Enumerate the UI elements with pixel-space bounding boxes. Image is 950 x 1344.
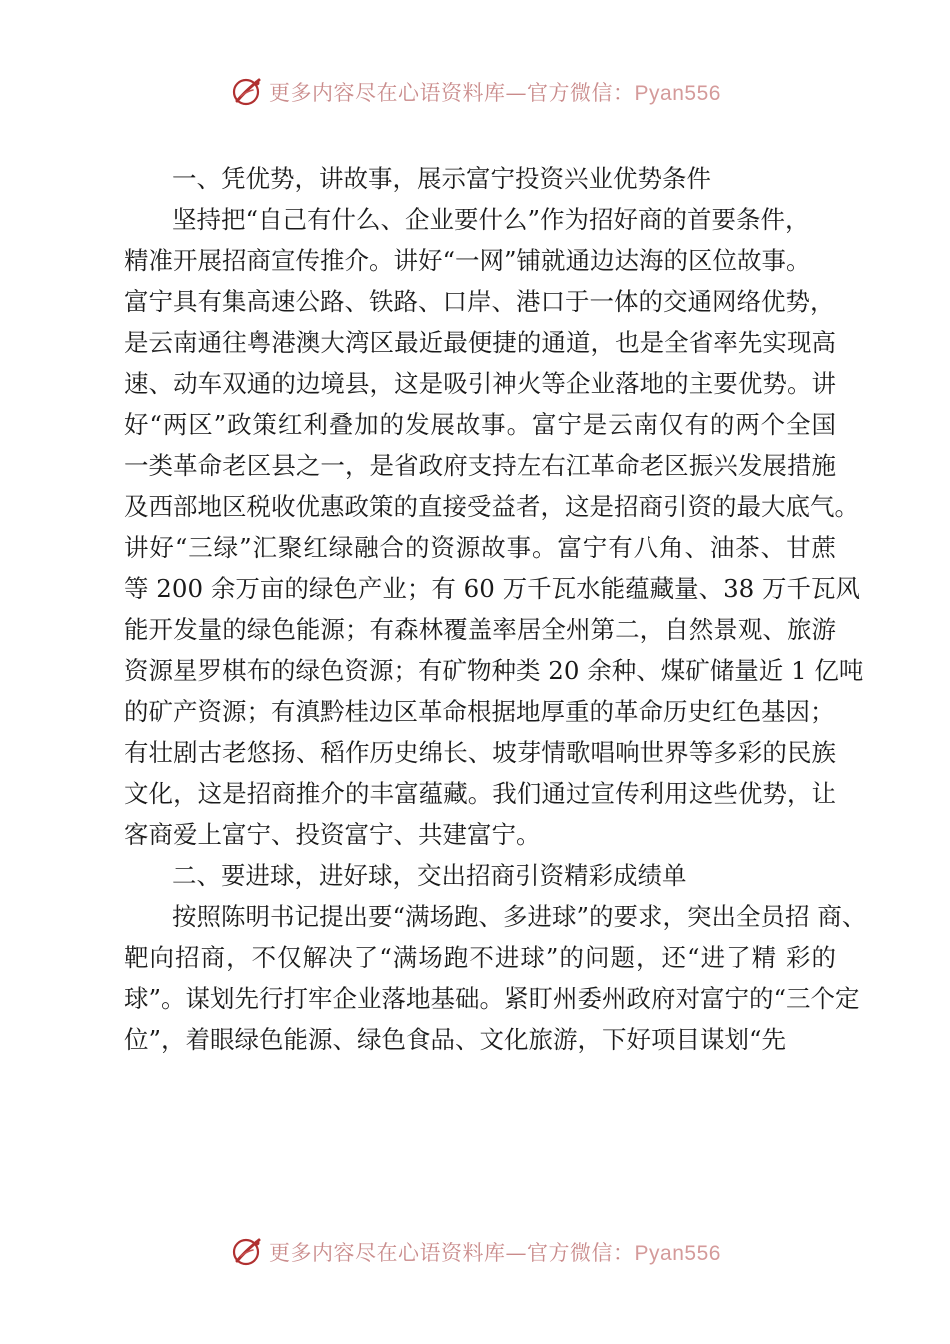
text-line: 能开发量的绿色能源；有森林覆盖率居全州第二，自然景观、旅游 <box>124 615 836 644</box>
text-line: 靶向招商，不仅解决了“满场跑不进球”的问题，还“进了精 彩的 <box>124 943 836 972</box>
text-line: 资源星罗棋布的绿色资源；有矿物种类 20 余种、煤矿储量近 1 亿吨 <box>124 656 864 685</box>
text-line: 的矿产资源；有滇黔桂边区革命根据地厚重的革命历史红色基因； <box>124 697 835 726</box>
text-line: 及西部地区税收优惠政策的直接受益者，这是招商引资的最大底气。 <box>124 492 859 521</box>
text-line: 好“两区”政策红利叠加的发展故事。富宁是云南仅有的两个全国 <box>124 410 836 439</box>
text-line: 位”，着眼绿色能源、绿色食品、文化旅游，下好项目谋划“先 <box>124 1025 787 1054</box>
text-line: 球”。谋划先行打牢企业落地基础。紧盯州委州政府对富宁的“三个定 <box>124 984 860 1013</box>
watermark-text: 更多内容尽在心语资料库—官方微信：Pyan556 <box>269 1241 721 1265</box>
brush-logo-icon <box>229 74 265 110</box>
text-line: 速、动车双通的边境县，这是吸引神火等企业落地的主要优势。讲 <box>124 369 836 398</box>
footer-watermark <box>0 1232 950 1272</box>
document-body <box>124 158 867 1060</box>
header-watermark <box>0 72 950 112</box>
text-line: 文化，这是招商推介的丰富蕴藏。我们通过宣传利用这些优势，让 <box>124 779 836 808</box>
text-line: 等 200 余万亩的绿色产业；有 60 万千瓦水能蕴藏量、38 万千瓦风 <box>124 574 861 603</box>
text-line: 一类革命老区县之一，是省政府支持左右江革命老区振兴发展措施 <box>124 451 836 480</box>
watermark-text: 更多内容尽在心语资料库—官方微信：Pyan556 <box>269 81 721 105</box>
text-line: 讲好“三绿”汇聚红绿融合的资源故事。富宁有八角、油茶、甘蔗 <box>124 533 836 562</box>
text-line: 客商爱上富宁、投资富宁、共建富宁。 <box>124 820 541 849</box>
watermark-handle: Pyan556 <box>634 1242 721 1265</box>
text-line: 有壮剧古老悠扬、稻作历史绵长、坡芽情歌唱响世界等多彩的民族 <box>124 738 836 767</box>
text-line: 富宁具有集高速公路、铁路、口岸、港口于一体的交通网络优势， <box>124 287 835 316</box>
watermark-handle: Pyan556 <box>634 82 721 105</box>
text-line: 二、要进球，进好球，交出招商引资精彩成绩单 <box>172 861 687 890</box>
text-line: 是云南通往粤港澳大湾区最近最便捷的通道，也是全省率先实现高 <box>124 328 836 357</box>
text-line: 精准开展招商宣传推介。讲好“一网”铺就通边达海的区位故事。 <box>124 246 811 275</box>
text-line: 坚持把“自己有什么、企业要什么”作为招好商的首要条件， <box>172 205 810 234</box>
text-line: 按照陈明书记提出要“满场跑、多进球”的要求，突出全员招 商、 <box>172 902 867 931</box>
brush-logo-icon <box>229 1234 265 1270</box>
text-line: 一、凭优势，讲故事，展示富宁投资兴业优势条件 <box>172 164 711 193</box>
